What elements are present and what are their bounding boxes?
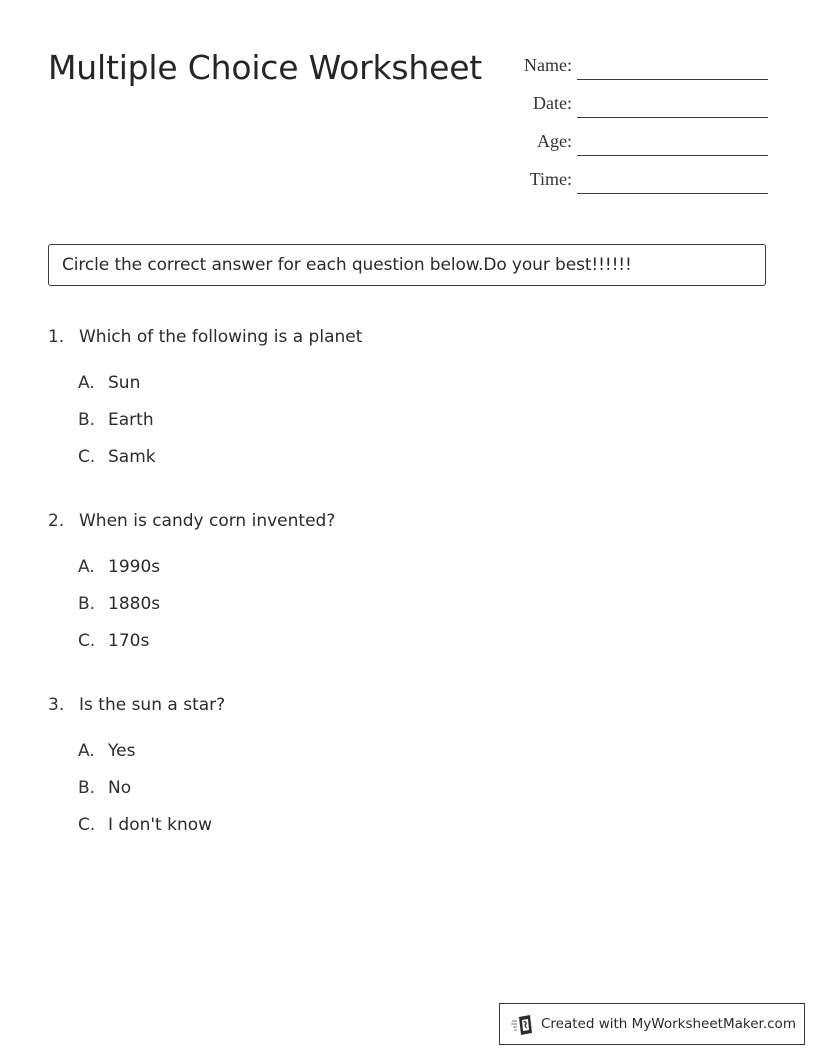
name-blank-line[interactable]: [577, 79, 768, 80]
name-field: [500, 50, 770, 80]
question-text: Which of the following is a planet: [79, 327, 363, 347]
name-label: Name:: [524, 55, 572, 75]
date-blank-line[interactable]: [577, 117, 768, 118]
option-letter: A.: [78, 741, 95, 761]
option-text: Yes: [108, 741, 136, 761]
question-text: Is the sun a star?: [79, 695, 226, 715]
option-text: 1880s: [108, 594, 161, 614]
option-text: No: [108, 778, 132, 798]
worksheet-maker-logo-icon: [511, 1014, 535, 1036]
option-text: I don't know: [108, 815, 213, 835]
option-text: Samk: [108, 447, 156, 467]
instructions-box: [48, 244, 766, 286]
age-field: [500, 126, 770, 156]
time-label: Time:: [529, 169, 572, 189]
question-number: 3.: [48, 695, 65, 715]
option-text: 1990s: [108, 557, 161, 577]
age-blank-line[interactable]: [577, 155, 768, 156]
question-text: When is candy corn invented?: [79, 511, 336, 531]
question-number: 2.: [48, 511, 65, 531]
age-label: Age:: [537, 131, 572, 151]
option-text: 170s: [108, 631, 150, 651]
option-letter: A.: [78, 373, 95, 393]
option-letter: B.: [78, 410, 96, 430]
created-with-text: Created with MyWorksheetMaker.com: [541, 1016, 796, 1032]
option-letter: B.: [78, 594, 96, 614]
time-blank-line[interactable]: [577, 193, 768, 194]
option-letter: A.: [78, 557, 95, 577]
date-field: [500, 88, 770, 118]
option-letter: C.: [78, 815, 96, 835]
question-number: 1.: [48, 327, 65, 347]
instructions-text: Circle the correct answer for each question below.Do your best!!!!!!: [62, 255, 632, 275]
option-text: Sun: [108, 373, 141, 393]
option-letter: B.: [78, 778, 96, 798]
time-field: [500, 164, 770, 194]
option-letter: C.: [78, 631, 96, 651]
worksheet-title: Multiple Choice Worksheet: [48, 48, 483, 87]
option-text: Earth: [108, 410, 154, 430]
date-label: Date:: [533, 93, 572, 113]
created-with-badge[interactable]: [499, 1003, 805, 1045]
option-letter: C.: [78, 447, 96, 467]
